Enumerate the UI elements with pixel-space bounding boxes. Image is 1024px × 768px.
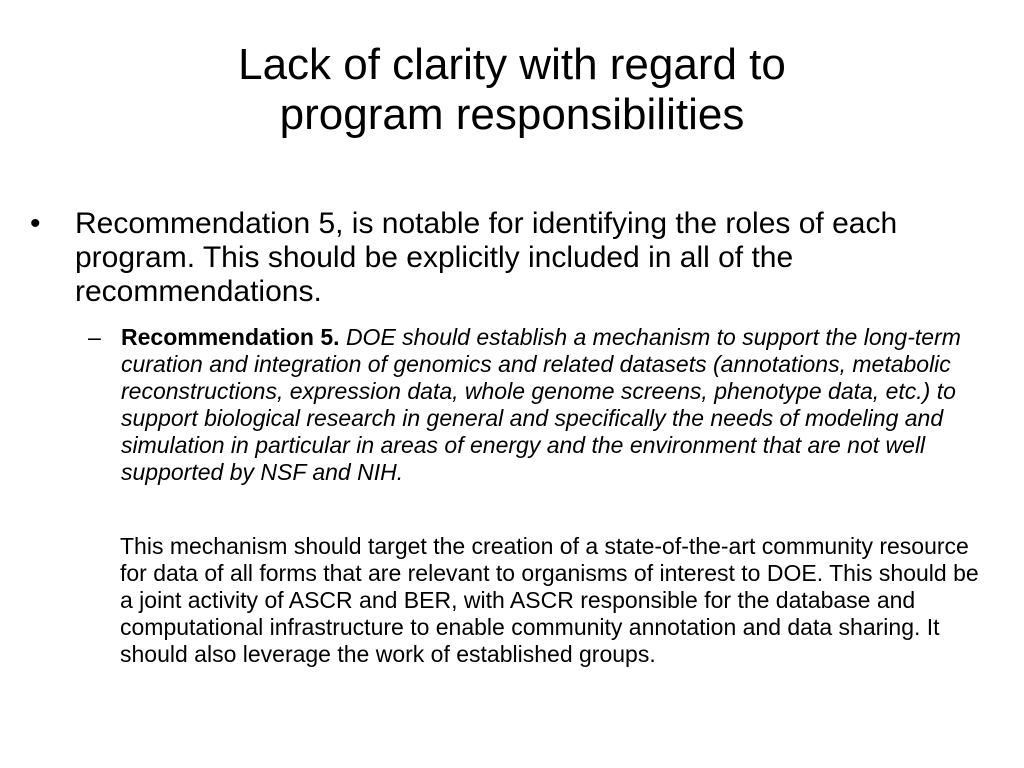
recommendation-label: Recommendation 5. bbox=[121, 324, 340, 350]
slide-title-line-2: program responsibilities bbox=[279, 90, 745, 139]
recommendation-text: DOE should establish a mechanism to support the long-term curation and integration of genomics and related datasets (annotations, metabolic reconstructions, expression data, whole genome screens, phenotype data, etc.) to support biological research in general and specifically the needs of modeling and simulation in particular in areas of energy and the environment that are not well supported by NSF and NIH. bbox=[121, 324, 961, 485]
sub-bullet bbox=[88, 324, 993, 486]
mechanism-paragraph: This mechanism should target the creation of a state-of-the-art community resource for data of all forms that are relevant to organisms of interest to DOE. This should be a joint activity of ASCR and BER, with ASCR responsible for the database and computational infrastructure to enable community annotation and data sharing. It should also leverage the work of established groups. bbox=[120, 533, 979, 667]
sub-bullet-body bbox=[121, 324, 993, 486]
slide-title-line-1: Lack of clarity with regard to bbox=[238, 40, 786, 89]
bullet-marker: • bbox=[30, 207, 41, 240]
main-bullet-text: Recommendation 5, is notable for identifying the roles of each program. This should be explicitly included in all of the recommendations. bbox=[75, 207, 898, 308]
slide-title bbox=[100, 40, 924, 140]
dash-marker: – bbox=[88, 324, 101, 350]
main-bullet bbox=[30, 207, 995, 309]
